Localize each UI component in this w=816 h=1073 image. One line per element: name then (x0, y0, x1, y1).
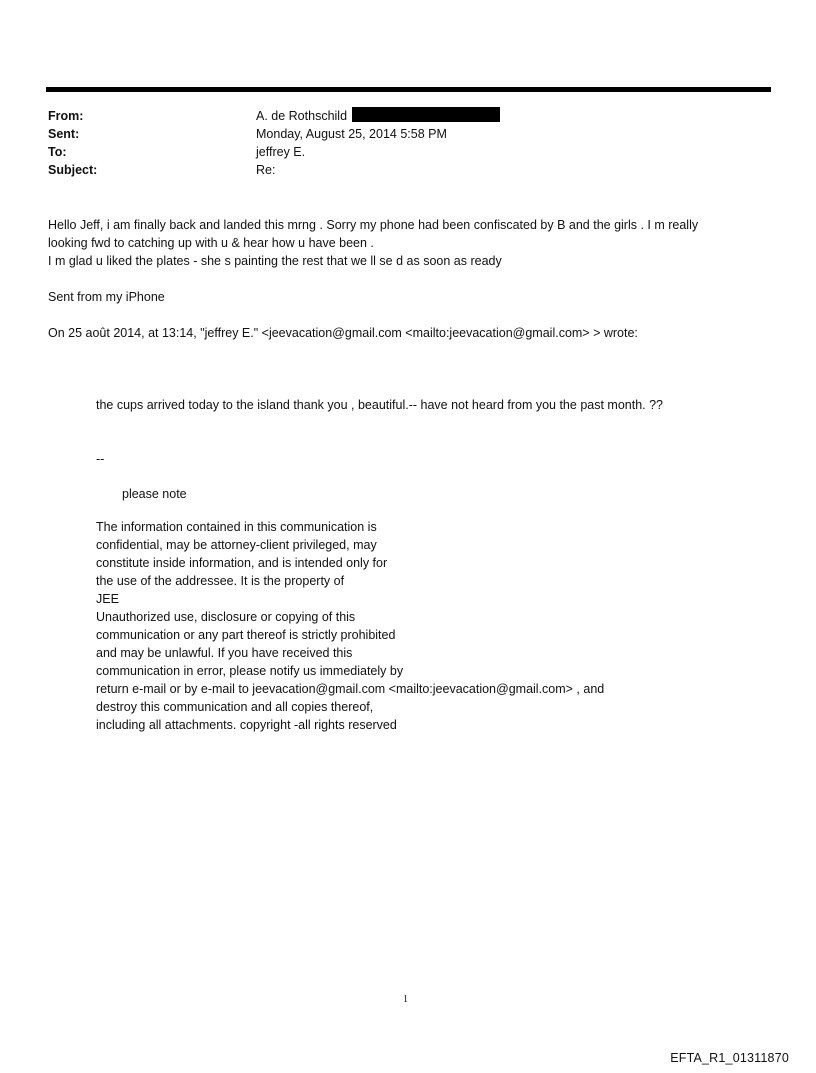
quote-header: On 25 août 2014, at 13:14, "jeffrey E." <jeevacation@gmail.com <mailto:jeevacation@gmail.com> > wrote: (48, 326, 638, 340)
notice-line: the use of the addressee. It is the property of (96, 574, 345, 588)
header-rule (46, 87, 771, 92)
bates-number: EFTA_R1_01311870 (670, 1051, 789, 1065)
redaction-box (352, 107, 500, 122)
page-number: 1 (403, 994, 408, 1005)
signature-dashes: -- (96, 452, 105, 466)
sent-label: Sent: (48, 127, 80, 141)
notice-line: constitute inside information, and is intended only for (96, 556, 388, 570)
notice-line: confidential, may be attorney-client privileged, may (96, 538, 377, 552)
notice-line: return e-mail or by e-mail to jeevacation@gmail.com <mailto:jeevacation@gmail.com> , and (96, 682, 605, 696)
from-label: From: (48, 109, 84, 123)
subject-label: Subject: (48, 163, 98, 177)
confidentiality-notice (96, 518, 604, 734)
notice-line: including all attachments. copyright -all rights reserved (96, 718, 397, 732)
notice-line: destroy this communication and all copies thereof, (96, 700, 374, 714)
message-line-2: looking fwd to catching up with u & hear how u have been . (48, 236, 374, 250)
notice-line: JEE (96, 592, 119, 606)
subject-value: Re: (256, 163, 276, 177)
notice-line: communication in error, please notify us immediately by (96, 664, 404, 678)
notice-line: The information contained in this communication is (96, 520, 377, 534)
notice-line: communication or any part thereof is strictly prohibited (96, 628, 396, 642)
to-value: jeffrey E. (256, 145, 306, 159)
message-line-1: Hello Jeff, i am finally back and landed this mrng . Sorry my phone had been confiscated by B and the girls . I m really (48, 218, 699, 232)
from-name: A. de Rothschild (256, 109, 348, 123)
sent-value: Monday, August 25, 2014 5:58 PM (256, 127, 447, 141)
to-label: To: (48, 145, 67, 159)
please-note: please note (122, 487, 187, 501)
from-value (256, 107, 500, 125)
message-line-3: I m glad u liked the plates - she s painting the rest that we ll se d as soon as ready (48, 254, 502, 268)
notice-line: and may be unlawful. If you have received this (96, 646, 353, 660)
notice-line: Unauthorized use, disclosure or copying of this (96, 610, 356, 624)
quoted-message: the cups arrived today to the island thank you , beautiful.-- have not heard from you the past month. ?? (96, 398, 664, 412)
signature-line: Sent from my iPhone (48, 290, 165, 304)
